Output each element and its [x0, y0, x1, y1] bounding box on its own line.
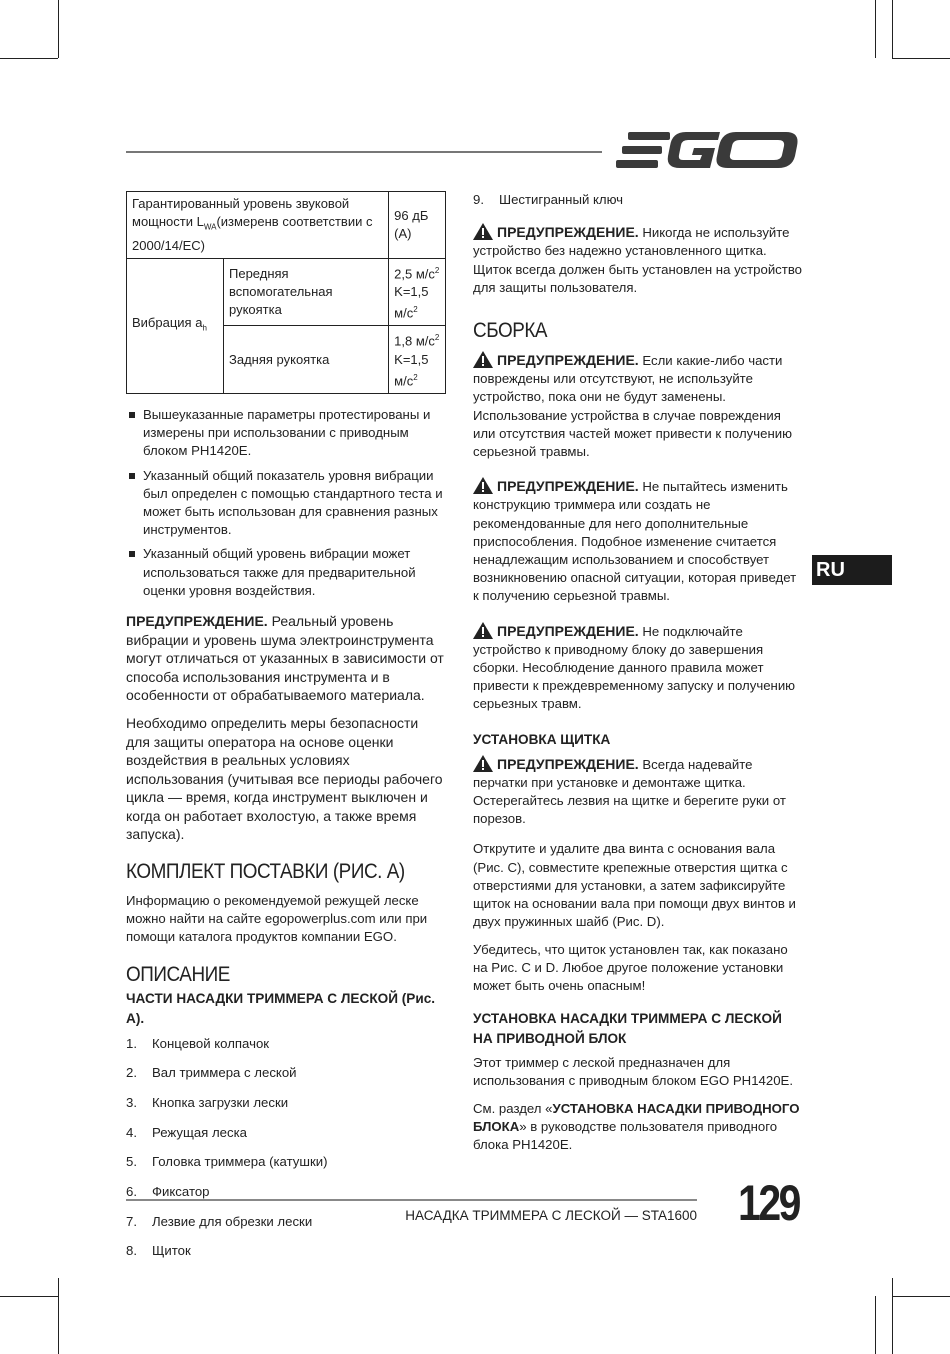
warning-icon [473, 223, 493, 240]
list-item: 2. Вал триммера с леской [126, 1065, 297, 1081]
list-item: 5. Головка триммера (катушки) [126, 1154, 328, 1170]
install-paragraph: Этот триммер с леской предназначен для использования с приводным блоком EGO PH1420E. [473, 1055, 793, 1089]
list-item: 9. Шестигранный ключ [473, 192, 624, 207]
footer-rule [126, 1199, 697, 1201]
list-item: Указанный общий уровень вибрации может использоваться также для предварительной оценки уровня воздействия. [126, 545, 446, 600]
right-column [473, 191, 805, 1163]
warning-icon [473, 622, 493, 639]
rear-handle-value: 1,8 $м/с^2$ K=1,5 $м/с^2$ [389, 326, 446, 394]
list-item: 7. Лезвие для обрезки лески [126, 1213, 313, 1229]
list-item: 3. Кнопка загрузки лески [126, 1095, 289, 1111]
sound-power-value: 96 дБ (A) [389, 192, 446, 259]
warning-block: ПРЕДУПРЕЖДЕНИЕ. Никогда не используйте устройство без надежно установленного щитка. Щиток всегда должен быть установлен на устройство для защиты пользователя. [473, 224, 803, 295]
rear-handle-label: Задняя рукоятка [224, 326, 389, 394]
install-paragraph: См. раздел «УСТАНОВКА НАСАДКИ ПРИВОДНОГО БЛОКА» в руководстве пользователя приводного блока PH1420E. [473, 1100, 800, 1152]
crop-mark [875, 0, 876, 58]
safety-paragraph: Необходимо определить меры безопасности для защиты оператора на основе оценки воздействия в реальных условиях использования (учитывая все периоды рабочего цикла — время, когда инструмент выключен и когда он работает вхолостую, а также время запуска). [126, 714, 443, 843]
language-tab: RU [812, 555, 892, 585]
guard-heading: УСТАНОВКА ЩИТКА [473, 731, 611, 747]
warning-block: ПРЕДУПРЕЖДЕНИЕ. Не подключайте устройство к приводному блоку до завершения сборки. Несоблюдение данного правила может привести к преждевременному запуску и получению серьезных травм. [473, 622, 796, 712]
assembly-heading: СБОРКА [473, 319, 548, 343]
warning-icon [473, 755, 493, 772]
warning-block: ПРЕДУПРЕЖДЕНИЕ. Если какие-либо части повреждены или отсутствуют, не используйте устройство, пока они не будут заменены. Использование устройства в случае повреждения или отсутствия частей может привести к получению серьезной травмы. [473, 352, 792, 460]
list-item: 8. Щиток [126, 1243, 191, 1259]
parts-heading: ЧАСТИ НАСАДКИ ТРИММЕРА С ЛЕСКОЙ (Рис. A). [126, 990, 436, 1026]
crop-mark [0, 1296, 58, 1297]
warning-block: ПРЕДУПРЕЖДЕНИЕ. Не пытайтесь изменить конструкцию триммера или создать не рекомендованные для него дополнительные приспособления. Подобное изменение считается ненадлежащим использованием и способствует возникновению опасной ситуации, которая приведет к получению серьезной травмы. [473, 478, 797, 604]
install-heading: УСТАНОВКА НАСАДКИ ТРИММЕРА С ЛЕСКОЙ НА ПРИВОДНОЙ БЛОК [473, 1011, 782, 1047]
warning-block: ПРЕДУПРЕЖДЕНИЕ. Всегда надевайте перчатки при установке и демонтаже щитка. Остерегайтесь лезвия на щитке и берегите руки от порезов. [473, 755, 786, 827]
vibration-warning: ПРЕДУПРЕЖДЕНИЕ. Реальный уровень вибрации и уровень шума электроинструмента могут отличаться от указанных в зависимости от способа использования инструмента и в особенности от обрабатываемого материала. [126, 612, 444, 704]
left-column [126, 191, 446, 1272]
list-item: Указанный общий показатель уровня вибрации был определен с помощью стандартного теста и может быть использован для сравнения разных инструментов. [126, 467, 446, 540]
guard-paragraph: Открутите и удалите два винта с основания вала (Рис. C), совместите крепежные отверстия щитка с отверстиями для установки, а затем зафиксируйте щиток на основании вала при помощи двух винтов и двух пружинных шайб (Рис. D). [473, 841, 796, 930]
parts-list [126, 1035, 446, 1273]
list-item: 4. Режущая леска [126, 1124, 247, 1140]
crop-mark [0, 58, 58, 59]
warning-icon [473, 351, 493, 368]
crop-mark [892, 1296, 950, 1297]
warning-icon [473, 477, 493, 494]
bullet-list [126, 406, 446, 600]
crop-mark [892, 0, 893, 58]
header-rule [126, 151, 602, 153]
crop-mark [892, 58, 950, 59]
footer-text: НАСАДКА ТРИММЕРА С ЛЕСКОЙ — STA1600 [405, 1208, 697, 1223]
kit-paragraph: Информацию о рекомендуемой режущей леске можно найти на сайте egopowerplus.com или при помощи каталога продуктов компании EGO. [126, 893, 428, 945]
vibration-label: Вибрация $a_h$ [127, 258, 224, 393]
spec-table [126, 191, 446, 394]
list-item: Вышеуказанные параметры протестированы и измерены при использовании с приводным блоком PH1420E. [126, 406, 446, 461]
kit-heading: КОМПЛЕКТ ПОСТАВКИ (РИС. A) [126, 860, 405, 884]
front-handle-label: Передняя вспомогательная рукоятка [224, 258, 389, 326]
guard-paragraph: Убедитесь, что щиток установлен так, как показано на Рис. C и D. Любое другое положение установки может быть очень опасным! [473, 941, 788, 993]
crop-mark [58, 1278, 59, 1354]
crop-mark [875, 1296, 876, 1354]
ego-logo [616, 128, 800, 177]
front-handle-value: 2,5 $м/с^2$ K=1,5 $м/с^2$ [389, 258, 446, 326]
crop-mark [892, 1278, 893, 1354]
sound-power-label: Гарантированный уровень звуковой мощности $L_{WA}(измеренв$ соответствии с 2000/14/EC) [127, 192, 389, 259]
crop-mark [58, 0, 59, 58]
list-item: 6. Фиксатор [126, 1184, 210, 1200]
page-number: 129 [738, 1175, 800, 1231]
list-item: 1. Концевой колпачок [126, 1035, 270, 1051]
description-heading: ОПИСАНИЕ [126, 962, 230, 986]
